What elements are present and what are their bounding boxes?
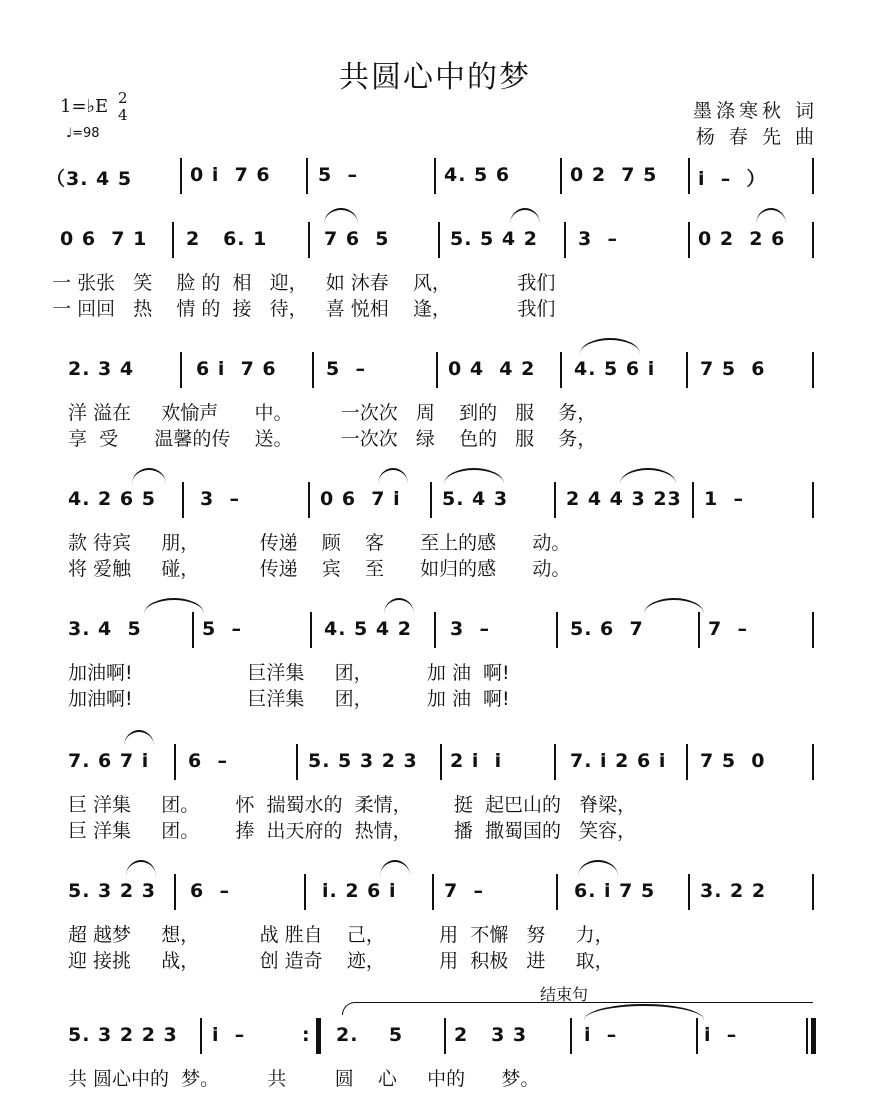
measure: 1 – <box>704 488 744 510</box>
barline <box>554 482 556 518</box>
slur <box>144 598 204 614</box>
barline <box>564 222 566 258</box>
barline <box>570 1018 572 1054</box>
barline <box>554 744 556 780</box>
measure: 3 – <box>578 228 618 250</box>
time-signature <box>118 90 128 124</box>
measure: 5. 6 7 <box>570 618 644 640</box>
barline <box>812 612 814 648</box>
lyric-verse-1: 一 张张 笑 脸 的 相 迎， 如 沐春 风， 我们 <box>40 272 556 294</box>
barline <box>308 482 310 518</box>
lyric-verse-2: 享 受 温馨的传 送。 一次次 绿 色的 服 务， <box>68 428 597 450</box>
barline <box>812 222 814 258</box>
measure: 7 – <box>444 880 484 902</box>
measure: i. 2 6 i <box>322 880 397 902</box>
slur <box>384 598 414 614</box>
measure: 7. 6 7 i <box>68 750 150 772</box>
slur <box>756 208 786 224</box>
measure: 6 i 7 6 <box>196 358 277 380</box>
slur <box>580 338 640 354</box>
measure: 0 2 2 6 <box>698 228 786 250</box>
barline <box>560 352 562 388</box>
lyric-verse-1: 共 圆心中的 梦。 共 圆 心 中的 梦。 <box>68 1068 540 1090</box>
barline <box>172 222 174 258</box>
measure: 5. 5 4 2 <box>450 228 538 250</box>
notes-row <box>40 874 840 914</box>
lyric-verse-2: 加油啊! 巨洋集 团， 加 油 啊! <box>68 688 510 710</box>
lyric-verse-2: 巨 洋集 团。 捧 出天府的 热情， 播 撒蜀国的 笑容， <box>68 820 637 842</box>
barline <box>440 744 442 780</box>
measure: 6. i 7 5 <box>574 880 656 902</box>
barline <box>436 352 438 388</box>
notes-row <box>40 158 840 198</box>
measure: 7 – <box>708 618 748 640</box>
measure: 5. 3 2 2 3 <box>68 1024 178 1046</box>
measure: 0 4 4 2 <box>448 358 536 380</box>
measure: 3 – <box>450 618 490 640</box>
measure: 2. 5 <box>336 1024 404 1046</box>
slur <box>124 730 154 746</box>
measure: 4. 2 6 5 <box>68 488 156 510</box>
barline <box>696 1018 698 1054</box>
measure: 7 6 5 <box>324 228 390 250</box>
measure: 5 – <box>326 358 366 380</box>
barline <box>182 482 184 518</box>
barline <box>444 1018 446 1054</box>
barline <box>692 482 694 518</box>
measure: 0 i 7 6 <box>190 164 271 186</box>
barline <box>434 158 436 194</box>
lyric-verse-1: 巨 洋集 团。 怀 揣蜀水的 柔情， 挺 起巴山的 脊梁， <box>68 794 637 816</box>
lyric-verse-1: 超 越梦 想， 战 胜自 己， 用 不懈 努 力， <box>68 924 614 946</box>
final-barline-thick <box>811 1018 816 1054</box>
barline <box>686 744 688 780</box>
repeat-barline <box>316 1018 321 1054</box>
measure: 5. 5 3 2 3 <box>308 750 418 772</box>
barline <box>698 612 700 648</box>
time-top: 2 <box>118 89 128 107</box>
measure: 7 5 0 <box>700 750 766 772</box>
measure: 5 – <box>202 618 242 640</box>
slur <box>324 208 358 224</box>
barline <box>432 874 434 910</box>
notes-row <box>40 222 840 262</box>
barline <box>306 158 308 194</box>
measure: 4. 5 4 2 <box>324 618 412 640</box>
song-title: 共圆心中的梦 <box>339 60 531 95</box>
measure: 0 6 7 1 <box>60 228 148 250</box>
measure: 2 6. 1 <box>186 228 268 250</box>
barline <box>180 352 182 388</box>
barline <box>200 1018 202 1054</box>
barline <box>686 352 688 388</box>
lyric-verse-1: 洋 溢在 欢愉声 中。 一次次 周 到的 服 务， <box>68 402 597 424</box>
ending-label: 结束句 <box>540 985 589 1004</box>
barline <box>180 158 182 194</box>
slur <box>644 598 704 614</box>
slur <box>132 468 166 484</box>
measure: 7 5 6 <box>700 358 766 380</box>
slur <box>620 468 676 484</box>
lyric-verse-2: 迎 接挑 战， 创 造奇 迹， 用 积极 进 取， <box>68 950 614 972</box>
measure: 5 – <box>318 164 358 186</box>
slur <box>126 860 156 876</box>
measure: （3. 4 5 <box>46 168 133 190</box>
final-barline-thin <box>806 1018 808 1054</box>
measure: 4. 5 6 <box>444 164 511 186</box>
ending-bracket <box>342 1002 813 1015</box>
barline <box>308 222 310 258</box>
lyric-verse-2: 将 爱触 碰， 传递 宾 至 如归的感 动。 <box>68 558 571 580</box>
measure: 6 – <box>188 750 228 772</box>
barline <box>304 874 306 910</box>
measure: i – <box>704 1024 738 1046</box>
barline <box>192 612 194 648</box>
slur <box>444 468 504 484</box>
key-signature: 1=♭E <box>60 96 109 117</box>
lyric-verse-1: 加油啊! 巨洋集 团， 加 油 啊! <box>68 662 510 684</box>
time-bottom: 4 <box>118 106 128 124</box>
measure: 2. 3 4 <box>68 358 135 380</box>
slur <box>378 468 408 484</box>
slur <box>510 208 540 224</box>
barline <box>310 612 312 648</box>
barline <box>560 158 562 194</box>
barline <box>812 158 814 194</box>
measure: 3. 4 5 <box>68 618 142 640</box>
barline <box>812 482 814 518</box>
barline <box>296 744 298 780</box>
barline <box>174 874 176 910</box>
barline <box>688 874 690 910</box>
lyricist-credit: 墨涤寒秋 词 <box>692 100 818 122</box>
barline <box>438 222 440 258</box>
measure: 2 4 4 3 23 <box>566 488 682 510</box>
measure: 3. 2 2 <box>700 880 767 902</box>
measure: 5. 4 3 <box>442 488 509 510</box>
notes-row <box>40 612 840 652</box>
measure: 4. 5 6 i <box>574 358 656 380</box>
barline <box>174 744 176 780</box>
barline <box>688 158 690 194</box>
measure: i – ） <box>698 168 767 190</box>
measure: i – <box>212 1024 246 1046</box>
composer-credit: 杨 春 先 曲 <box>695 126 818 148</box>
slur <box>578 860 618 876</box>
barline <box>312 352 314 388</box>
measure: 2 i i <box>450 750 503 772</box>
lyric-verse-2: 一 回回 热 情 的 接 待， 喜 悦相 逢， 我们 <box>40 298 556 320</box>
barline <box>434 612 436 648</box>
slur <box>380 860 410 876</box>
measure: 6 – <box>190 880 230 902</box>
measure: 3 – <box>200 488 240 510</box>
notes-row <box>40 1018 840 1058</box>
repeat-dots: : <box>302 1024 311 1046</box>
measure: 7. i 2 6 i <box>570 750 667 772</box>
barline <box>812 744 814 780</box>
barline <box>688 222 690 258</box>
measure: 5. 3 2 3 <box>68 880 156 902</box>
measure: 2 3 3 <box>454 1024 528 1046</box>
notes-row <box>40 352 840 392</box>
barline <box>812 874 814 910</box>
lyric-verse-1: 款 待宾 朋， 传递 顾 客 至上的感 动。 <box>68 532 571 554</box>
barline <box>430 482 432 518</box>
measure: i – <box>584 1024 618 1046</box>
tempo-mark: ♩=98 <box>66 126 100 141</box>
barline <box>556 874 558 910</box>
measure: 0 2 7 5 <box>570 164 658 186</box>
barline <box>556 612 558 648</box>
notes-row <box>40 482 840 522</box>
measure: 0 6 7 i <box>320 488 401 510</box>
barline <box>812 352 814 388</box>
notes-row <box>40 744 840 784</box>
